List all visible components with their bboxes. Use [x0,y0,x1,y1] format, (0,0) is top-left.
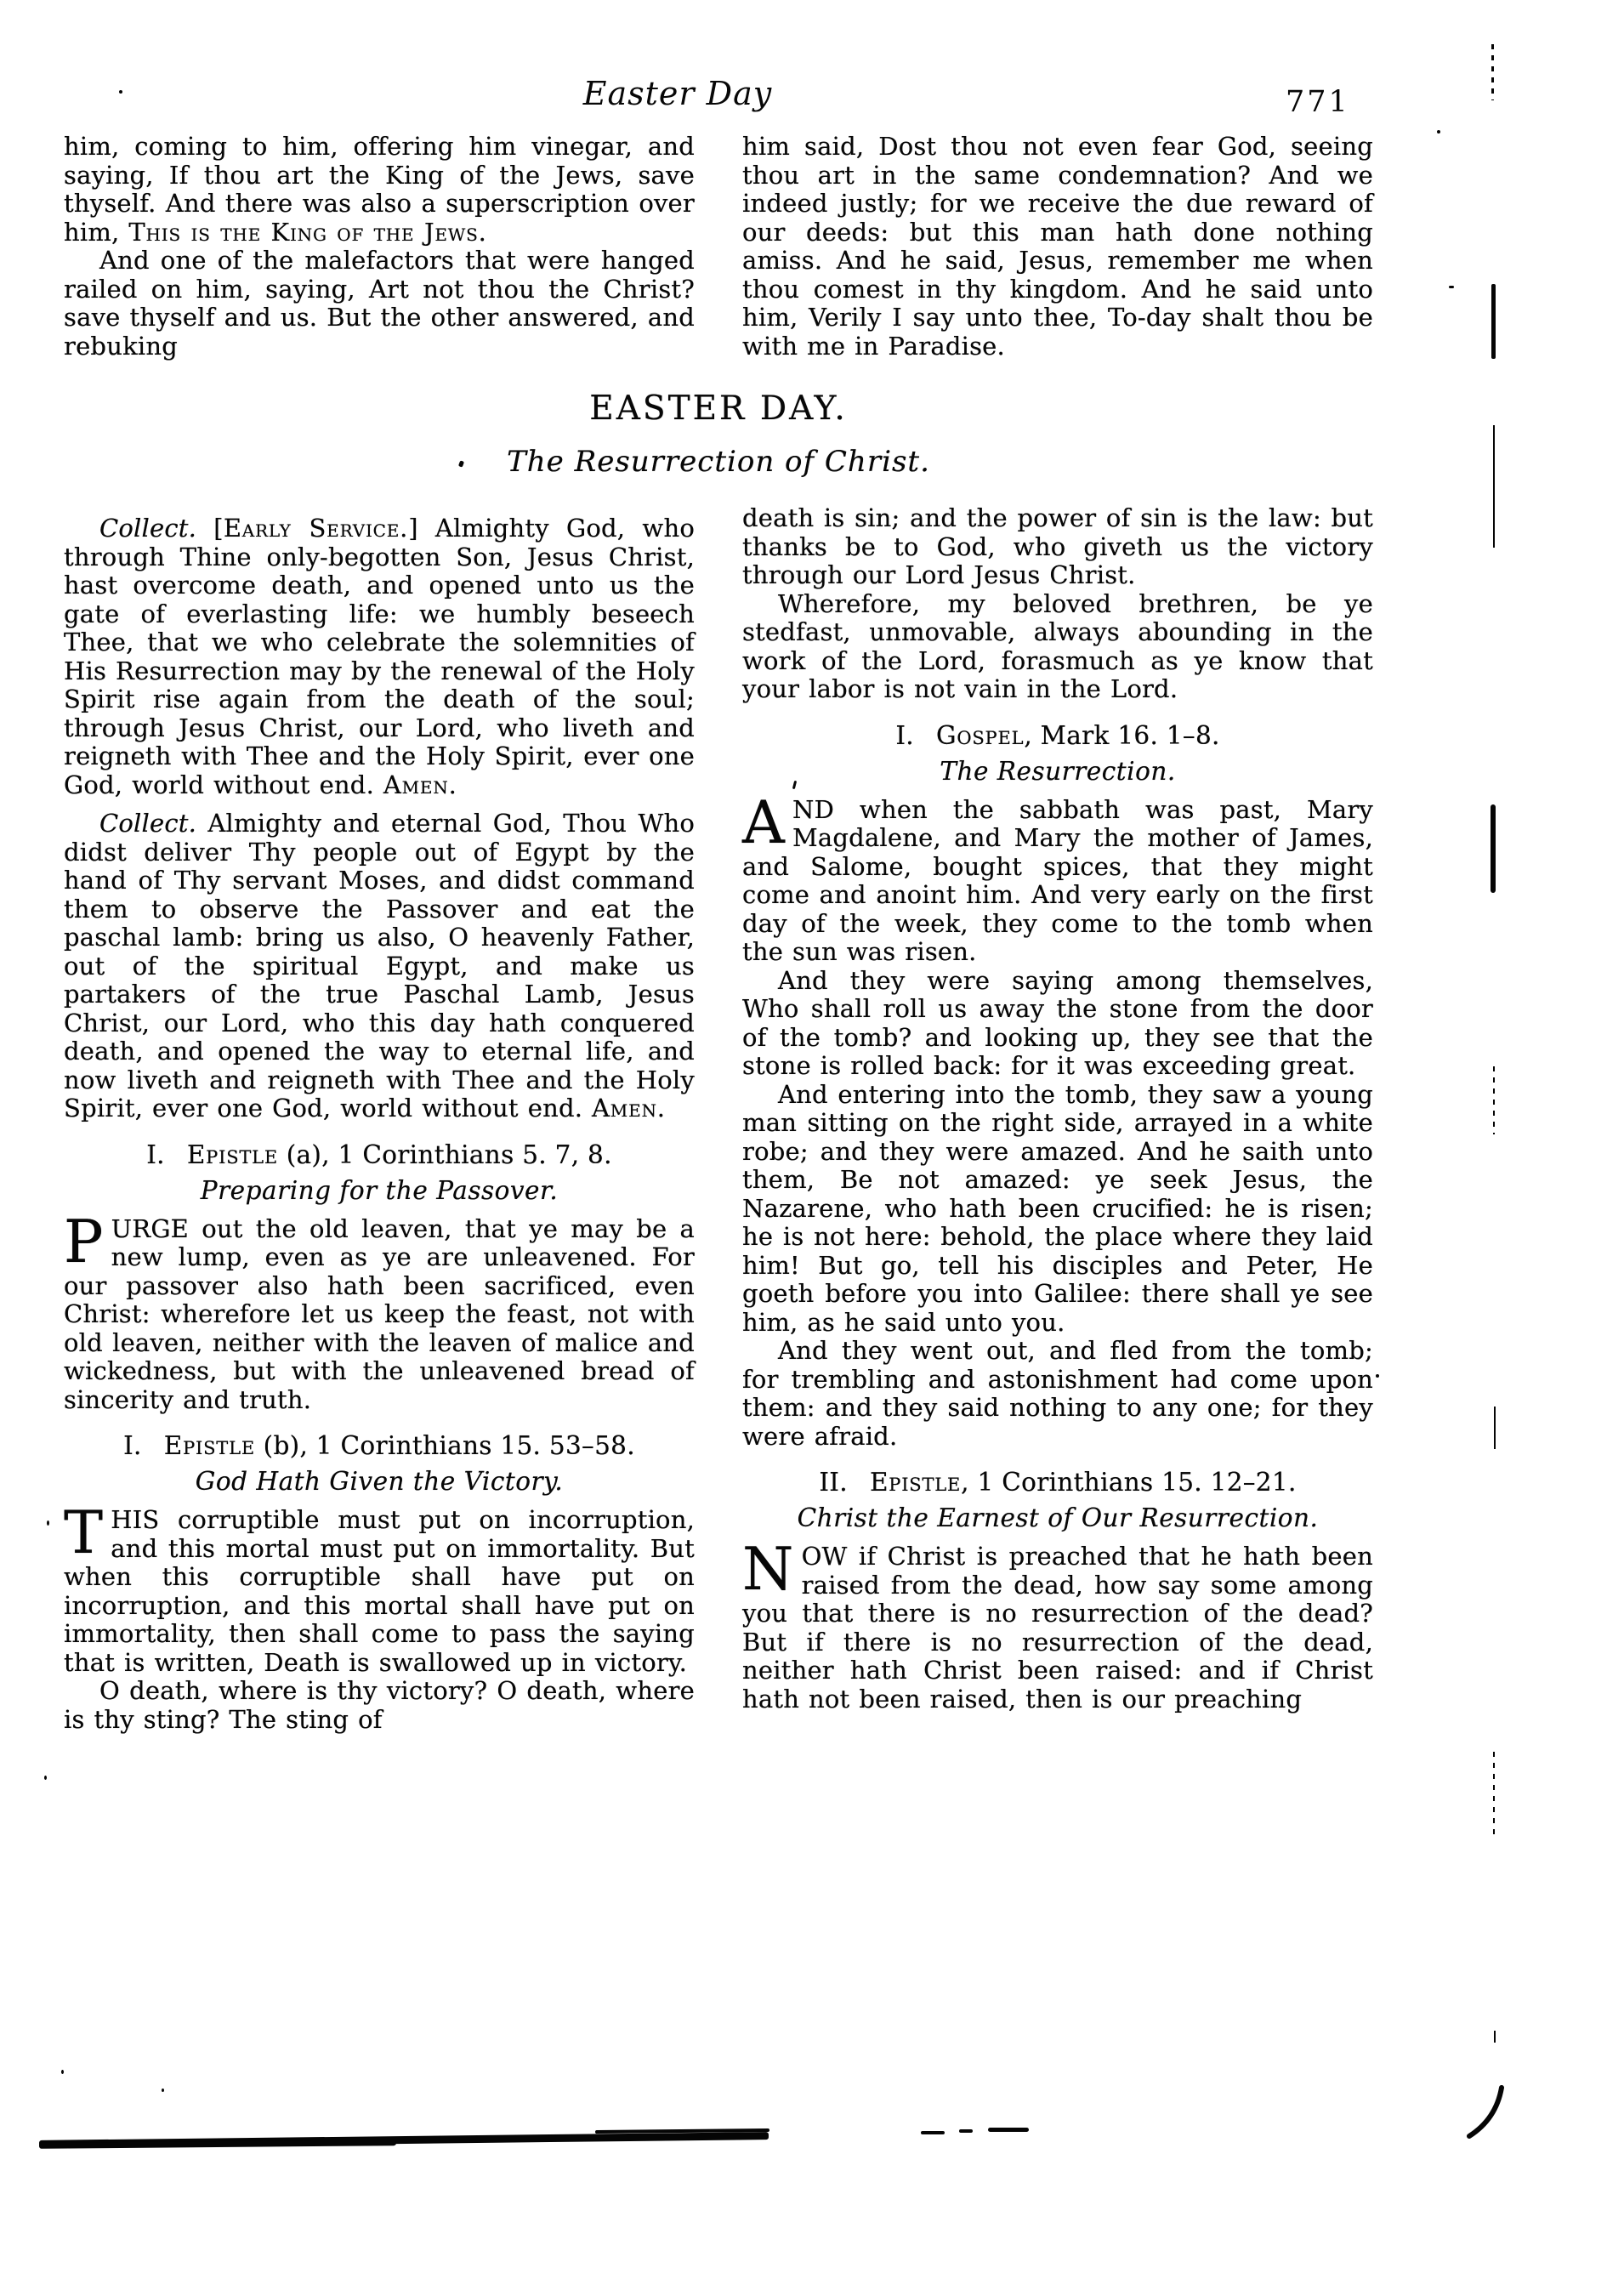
paragraph: And one of the malefactors that were hanged railed on him, saying, Art not thou the Christ? save thyself and us. But the other answered, and rebuking [64,246,695,361]
epistle-a-subtitle: Preparing for the Passover. [200,1175,559,1205]
running-title: Easter Day [582,75,773,112]
text-run: him, coming to him, offering him vinegar, and saying, If thou art the King of the Jews, save thyself. And there was also a superscription over him, [64,132,695,247]
text-run: OW if Christ is preached that he hath been raised from the dead, how say some among you that there is no resurrection of the dead? But if there is no resurrection of the dead, neither hath Christ been raised: and if Christ hath not been raised, then is our preaching [742,1542,1373,1713]
heading-label: Epistle [186,1139,279,1169]
collect-label: Collect. [99,514,197,543]
epistle-b-subtitle: God Hath Given the Victory. [195,1467,564,1496]
right-column [742,504,1373,1734]
ink-smudge [921,2131,945,2134]
text-run: Almighty and eternal God, Thou Who didst deliver Thy people out of Egypt by the hand of Thy servant Moses, and didst command them to observe the Passover and eat the paschal lamb: bring us also, O heavenly Father, out of the spiritual Egypt, and make us partakers of the true Paschal Lamb, Jesus Christ, our Lord, who this day hath conquered death, and opened the way to eternal life, and now liveth and reigneth with Thee and the Holy Spirit, ever one God, world without end. [64,809,695,1122]
intro-left-column [64,133,695,361]
amen-run: Amen. [383,770,457,799]
ink-speck [1437,130,1440,134]
paragraph: And entering into the tomb, they saw a young man sitting on the right side, arrayed in a white robe; and they were amazed. And he saith unto them, Be not amazed: ye seek Jesus, the Nazarene, who hath been crucified: he is risen; he is not here: behold, the place where they laid him! But go, tell his disciples and Peter, He goeth before you into Galilee: there shall ye see him, as he said unto you. [742,1079,1373,1337]
ink-speck [162,2089,164,2092]
ink-speck [44,1776,47,1780]
heading-label: Epistle [163,1431,255,1460]
ink-speck [61,2070,64,2074]
heading-reference: (a), 1 Corinthians 5. 7, 8. [278,1139,612,1169]
bracket: [ [213,514,224,543]
dropcap-paragraph [742,788,1373,967]
ink-smudge [959,2129,973,2133]
scan-artifact [1491,804,1496,893]
scan-artifact [1491,44,1494,100]
hook-mark [1466,2085,1505,2140]
intro-right-column [742,133,1373,361]
ink-smudge [988,2128,1029,2132]
smallcaps-run: This is the King of the Jews. [128,217,487,247]
heading-label: Epistle [869,1468,962,1497]
collect-label: Collect. [99,809,197,838]
dropcap-paragraph [64,1499,695,1677]
epistle-2-heading [742,1468,1373,1497]
dropcap-letter: A [742,788,786,857]
collect-paragraph [64,514,695,799]
text-block [64,133,1373,1734]
paragraph [64,133,695,247]
paragraph: him said, Dost thou not even fear God, seeing thou art in the same condemnation? And we indeed justly; for we receive the due reward of our deeds: but this man hath done nothing amiss. And he said, Jesus, remember me when thou comest in thy kingdom. And he said unto him, Verily I say unto thee, To-day shalt thou be with me in Paradise. [742,132,1373,361]
left-column [64,504,695,1734]
epistle-a-heading [64,1140,695,1169]
text-run: Almighty God, who through Thine only-begotten Son, Jesus Christ, hast overcome death, and opened unto us the gate of everlasting life: we humbly beseech Thee, that we who celebrate the solemnities of His Resurrection may by the renewal of the Holy Spirit rise again from the death of the soul; through Jesus Christ, our Lord, who liveth and reigneth with Thee and the Holy Spirit, ever one God, world without end. [64,514,695,799]
ink-speck [1449,286,1454,288]
body-columns [64,504,1373,1734]
ink-speck [47,1520,49,1526]
section-subtitle: The Resurrection of Christ. [507,445,930,479]
dropcap-paragraph [742,1536,1373,1713]
heading-numeral: I. [146,1139,165,1169]
heading-label: Gospel [935,720,1025,750]
paragraph: O death, where is thy victory? O death, where is thy sting? The sting of [64,1676,695,1734]
scan-artifact [1493,425,1495,548]
bracket: ] [408,514,435,543]
amen-run: Amen. [592,1094,666,1122]
epistle-2-subtitle: Christ the Earnest of Our Resurrection. [797,1503,1319,1532]
text-run: ND when the sabbath was past, Mary Magdalene, and Mary the mother of James, and Salome, bought spices, that they might come and anoint him. And very early on the first day of the week, they come to the tomb when the sun was risen. [742,794,1373,966]
dropcap-letter: N [742,1536,794,1604]
collect-paragraph [64,810,695,1123]
section-title: EASTER DAY. [589,389,848,428]
epistle-b-heading [64,1431,695,1460]
ink-speck [1376,1374,1379,1378]
scan-artifact [1493,1066,1495,1134]
paragraph: And they were saying among themselves, Who shall roll us away the stone from the door of the tomb? and looking up, they see that the stone is rolled back: for it was exceeding great. [742,965,1373,1080]
heading-numeral: II. [819,1468,848,1497]
heading-numeral: I. [123,1431,142,1460]
text-run: HIS corruptible must put on incorruption, and this mortal must put on immortality. But when this corruptible shall have put on incorruption, and this mortal shall have put on immortality, then shall come to pass the saying that is written, Death is swallowed up in victory. [64,1505,695,1677]
heading-reference: , Mark 16. 1–8. [1024,720,1220,750]
heading-numeral: I. [895,720,914,750]
scan-artifact [1494,2031,1496,2043]
dropcap-letter: T [64,1499,104,1567]
scan-artifact [1491,284,1496,359]
dropcap-letter: P [64,1208,104,1276]
heading-reference: (b), 1 Corinthians 15. 53–58. [254,1431,635,1460]
running-head [23,75,1332,112]
ink-speck [119,90,122,94]
paragraph: Wherefore, my beloved brethren, be ye stedfast, unmovable, always abounding in the work of the Lord, forasmuch as ye know that your labor is not vain in the Lord. [742,588,1373,703]
gospel-heading [742,721,1373,750]
paragraph: death is sin; and the power of sin is the law: but thanks be to God, who giveth us the victory through our Lord Jesus Christ. [742,503,1373,589]
dropcap-paragraph [64,1208,695,1415]
page-number: 771 [1286,85,1350,119]
scan-artifact [1494,1407,1496,1449]
service-label: Early Service. [223,514,409,543]
scan-artifact [1493,1752,1495,1835]
text-run: URGE out the old leaven, that ye may be a new lump, even as ye are unleavened. For our passover also hath been sacrificed, even Christ: wherefore let us keep the feast, not with old leaven, neither with the leaven of malice and wickedness, but with the unleavened bread of sincerity and truth. [64,1213,695,1414]
intro-columns [64,133,1373,361]
heading-reference: , 1 Corinthians 15. 12–21. [961,1468,1297,1497]
paragraph: And they went out, and fled from the tomb; for trembling and astonishment had come upon them: and they said nothing to any one; for they were afraid. [742,1336,1373,1451]
gospel-subtitle: The Resurrection. [940,756,1176,786]
